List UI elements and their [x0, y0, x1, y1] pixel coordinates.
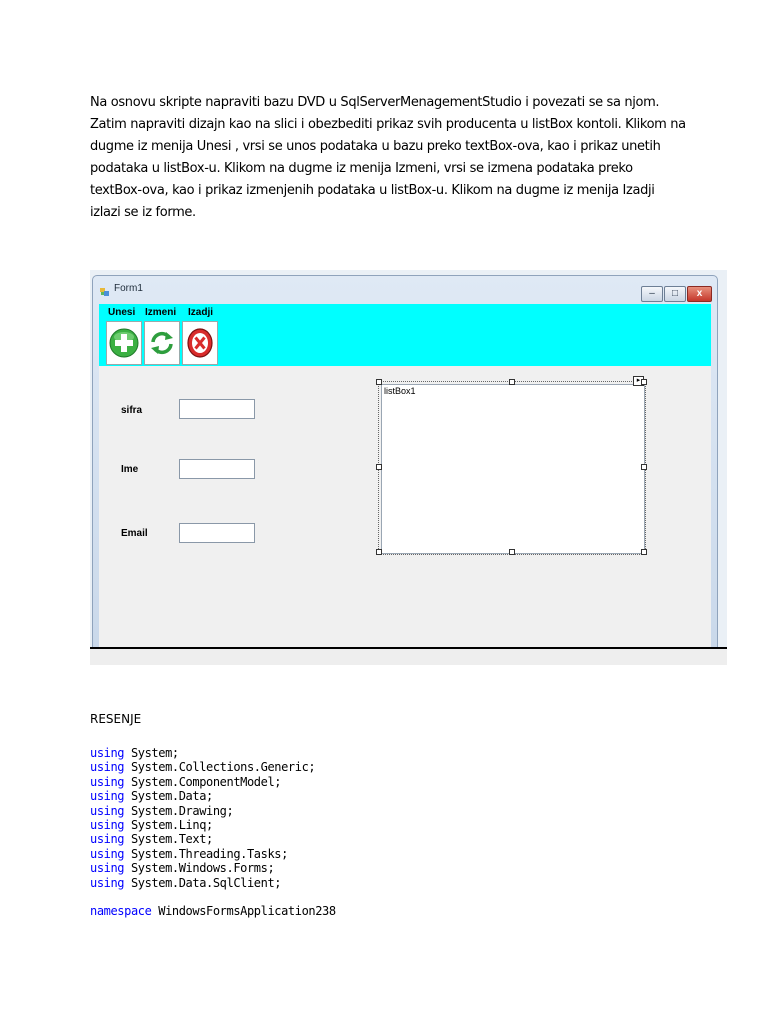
- code-line: [90, 760, 336, 774]
- code-line: [90, 876, 336, 890]
- code-line: [90, 847, 336, 861]
- exit-icon: [185, 328, 215, 358]
- code-keyword: using: [90, 760, 125, 775]
- sifra-textbox[interactable]: [179, 399, 255, 419]
- instruction-line: textBox-ova, kao i prikaz izmenjenih podataka u listBox-u. Klikom na dugme iz menija Izadji: [90, 183, 655, 198]
- resize-handle[interactable]: [376, 549, 382, 555]
- resize-handle[interactable]: [509, 549, 515, 555]
- code-keyword: using: [90, 875, 125, 890]
- code-text: WindowsFormsApplication238: [158, 904, 336, 919]
- code-keyword: using: [90, 846, 125, 861]
- code-keyword: using: [90, 803, 125, 818]
- izadji-button[interactable]: [182, 321, 218, 365]
- code-keyword: namespace: [90, 904, 152, 919]
- smart-tag-icon[interactable]: ▸: [633, 376, 644, 386]
- code-keyword: using: [90, 861, 125, 876]
- instruction-line: Zatim napraviti dizajn kao na slici i obezbediti prikaz svih producenta u listBox kontoli. Klikom na: [90, 117, 686, 132]
- code-line: [90, 818, 336, 832]
- form-screenshot: [90, 270, 727, 665]
- code-text: System.Drawing;: [130, 803, 234, 818]
- form-icon: [100, 284, 110, 294]
- listbox[interactable]: [381, 384, 645, 554]
- menu-item-izadji[interactable]: Izadji: [188, 307, 214, 318]
- add-icon: [109, 328, 139, 358]
- code-text: System;: [130, 746, 179, 760]
- code-text: System.Linq;: [130, 817, 213, 832]
- menu-strip: [99, 304, 711, 366]
- code-text: System.Data.SqlClient;: [130, 875, 282, 890]
- code-keyword: using: [90, 817, 125, 832]
- menu-item-izmeni[interactable]: Izmeni: [145, 307, 177, 318]
- sifra-label: sifra: [121, 405, 143, 416]
- code-line: [90, 789, 336, 803]
- form-window: [92, 275, 718, 657]
- instructions-paragraph: [90, 92, 690, 224]
- code-keyword: using: [90, 774, 125, 789]
- code-line: [90, 832, 336, 846]
- code-line: [90, 804, 336, 818]
- form-client-area: [99, 304, 711, 656]
- instruction-line: dugme iz menija Unesi , vrsi se unos podataka u bazu preko textBox-ova, kao i prikaz unetih: [90, 139, 661, 154]
- ime-textbox[interactable]: [179, 459, 255, 479]
- instruction-line: podataka u listBox-u. Klikom na dugme iz menija Izmeni, vrsi se izmena podataka preko: [90, 161, 633, 176]
- maximize-button[interactable]: □: [664, 286, 686, 302]
- resize-handle[interactable]: [641, 549, 647, 555]
- instruction-line: izlazi se iz forme.: [90, 205, 196, 220]
- resize-handle[interactable]: [376, 464, 382, 470]
- code-line: [90, 775, 336, 789]
- resize-handle[interactable]: [641, 379, 647, 385]
- code-block: [90, 746, 336, 919]
- title-bar: [93, 276, 717, 302]
- resize-handle[interactable]: [641, 464, 647, 470]
- code-text: System.Windows.Forms;: [130, 861, 275, 876]
- email-label: Email: [121, 528, 148, 539]
- code-line: [90, 861, 336, 875]
- code-text: System.Collections.Generic;: [130, 760, 316, 775]
- code-text: System.Text;: [130, 832, 213, 847]
- form-title: Form1: [114, 283, 143, 294]
- code-keyword: using: [90, 746, 125, 760]
- code-line: [90, 746, 336, 760]
- refresh-icon: [147, 328, 177, 358]
- code-text: System.Threading.Tasks;: [130, 846, 288, 861]
- instruction-line: Na osnovu skripte napraviti bazu DVD u SqlServerMenagementStudio i povezati se sa njom.: [90, 95, 660, 110]
- code-text: System.ComponentModel;: [130, 774, 282, 789]
- code-keyword: using: [90, 789, 125, 804]
- solution-heading: RESENJE: [90, 712, 142, 726]
- minimize-button[interactable]: –: [641, 286, 663, 302]
- ime-label: Ime: [121, 464, 139, 475]
- code-text: System.Data;: [130, 789, 213, 804]
- code-line: [90, 904, 336, 918]
- resize-handle[interactable]: [509, 379, 515, 385]
- email-textbox[interactable]: [179, 523, 255, 543]
- izmeni-button[interactable]: [144, 321, 180, 365]
- unesi-button[interactable]: [106, 321, 142, 365]
- resize-handle[interactable]: [376, 379, 382, 385]
- listbox-label: listBox1: [384, 386, 416, 396]
- code-blank-line: [90, 890, 336, 904]
- close-button[interactable]: x: [687, 286, 712, 302]
- menu-item-unesi[interactable]: Unesi: [108, 307, 136, 318]
- screenshot-bottom-strip: [90, 649, 727, 665]
- code-keyword: using: [90, 832, 125, 847]
